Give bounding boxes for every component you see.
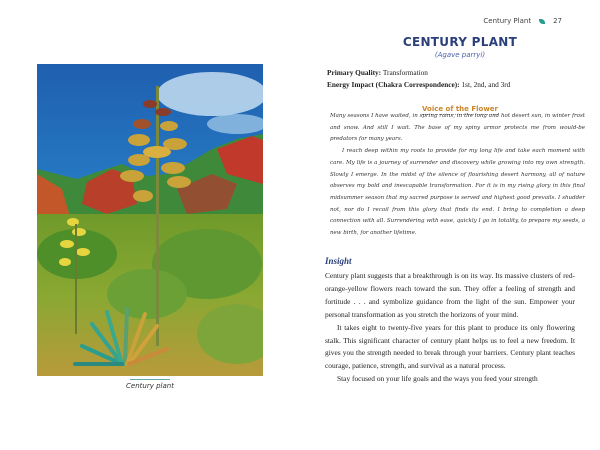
energy-impact-row <box>327 79 510 91</box>
leaf-icon <box>539 19 545 24</box>
century-plant-photo <box>37 64 263 376</box>
primary-quality-row <box>327 67 510 79</box>
photo-caption: Century plant <box>126 382 174 390</box>
insight-paragraph: It takes eight to twenty-five years for this plant to produce its only flowering stalk. This significant character of century plant helps us to feel a new freedom. It gives you the strength needed to break through your barriers. Century plant teaches courage, patience, strength, and survival as a natural process. <box>325 322 575 371</box>
running-head <box>483 17 562 25</box>
photo-illustration <box>37 64 263 376</box>
insight-paragraph: Stay focused on your life goals and the ways you feed your strength <box>337 374 538 384</box>
insight-heading: Insight <box>325 256 352 266</box>
voice-of-flower-heading: Voice of the Flower <box>421 105 499 113</box>
latin-name: (Agave parryi) <box>434 51 486 59</box>
insight-text <box>325 270 575 386</box>
voice-paragraph: I reach deep within my roots to provide for my long life and take each moment with care. My life is a journey of surrender and discovery while growing into my own strength. Slowly I emerge. In the midst of the silence of flourishing desert harmony, all of nature observes my bold and inescapable transformation. For it is in my rising glory in this final midsummer season that my sacred purpose is served and highest good prevails. I shudder not, nor do I recoil from this glory that finds its end. I bring to completion a deep connection with all. Surrendering with ease, quickly I go in totality, to prepare my seeds, a new birth, for another lifetime. <box>330 148 585 237</box>
running-head-section: Century Plant <box>483 17 532 25</box>
primary-quality-label: Primary Quality: <box>327 68 382 77</box>
entry-meta <box>327 67 510 91</box>
caption-rule <box>130 379 170 380</box>
page-number: 27 <box>553 17 562 25</box>
right-page <box>300 0 600 450</box>
insight-paragraph: Century plant suggests that a breakthrough is on its way. Its massive clusters of red-orange-yellow flowers reach toward the sun. They offer a feeling of strength and fortitude . . . and symbolize guidance from the light of the sun. Empower your personal transformation as you stretch the horizons of your mind. <box>325 271 575 319</box>
voice-of-flower-text <box>330 111 585 240</box>
primary-quality-value: Transformation <box>382 68 428 77</box>
energy-impact-label: Energy Impact (Chakra Correspondence): <box>327 80 460 89</box>
voice-paragraph: Many seasons I have waited, in spring rains, in the long and hot desert sun, in winter frost and snow. And still I wait. The base of my spiny armor protects me from would-be predators for many years. <box>330 113 585 143</box>
energy-impact-value: 1st, 2nd, and 3rd <box>461 80 511 89</box>
entry-title: CENTURY PLANT <box>402 35 518 49</box>
